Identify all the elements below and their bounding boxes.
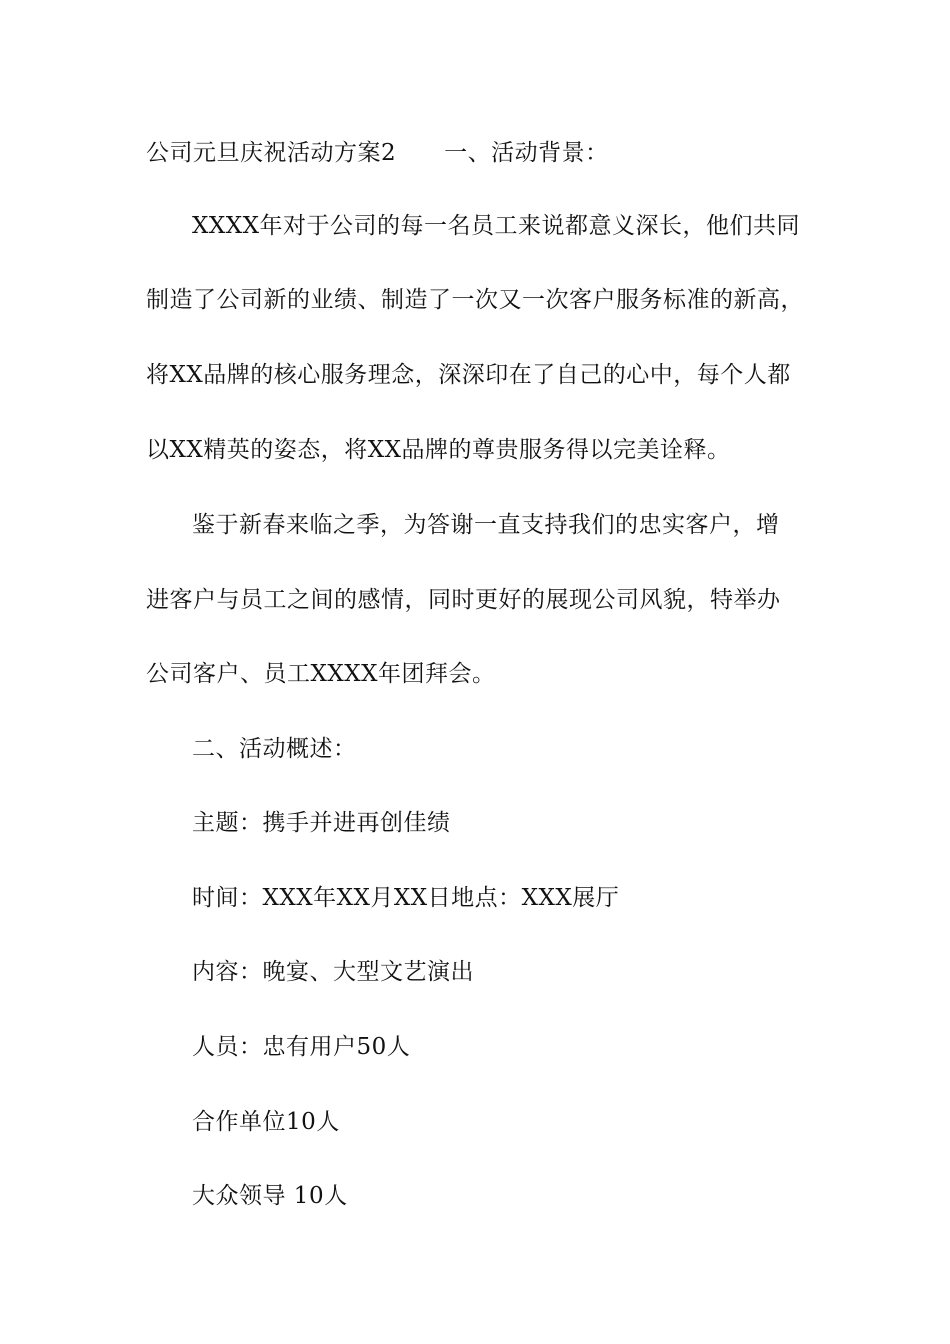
content-line: 内容：晚宴、大型文艺演出: [192, 959, 474, 985]
title-line: [146, 138, 609, 168]
partners-line: 合作单位10人: [192, 1109, 340, 1135]
paragraph1-line1: XXXX年对于公司的每一名员工来说都意义深长，他们共同: [192, 213, 800, 239]
paragraph2-line1: 鉴于新春来临之季，为答谢一直支持我们的忠实客户，增: [192, 512, 780, 538]
time-place-line: 时间：XXX年XX月XX日地点：XXX展厅: [192, 885, 620, 911]
document-title: 公司元旦庆祝活动方案2: [146, 140, 397, 166]
section2-heading: 二、活动概述：: [192, 736, 357, 762]
paragraph1-line2: 制造了公司新的业绩、制造了一次又一次客户服务标准的新高，: [146, 287, 804, 313]
paragraph2-line3: 公司客户、员工XXXX年团拜会。: [146, 661, 496, 687]
section1-heading: 一、活动背景：: [444, 140, 609, 166]
paragraph2-line2: 进客户与员工之间的感情，同时更好的展现公司风貌，特举办: [146, 587, 781, 613]
leaders-line: 大众领导 10人: [192, 1183, 348, 1209]
people-line: 人员：忠有用户50人: [192, 1034, 411, 1060]
paragraph1-line3: 将XX品牌的核心服务理念，深深印在了自己的心中，每个人都: [146, 362, 791, 388]
paragraph1-line4: 以XX精英的姿态，将XX品牌的尊贵服务得以完美诠释。: [146, 437, 731, 463]
theme-line: 主题：携手并进再创佳绩: [192, 810, 451, 836]
